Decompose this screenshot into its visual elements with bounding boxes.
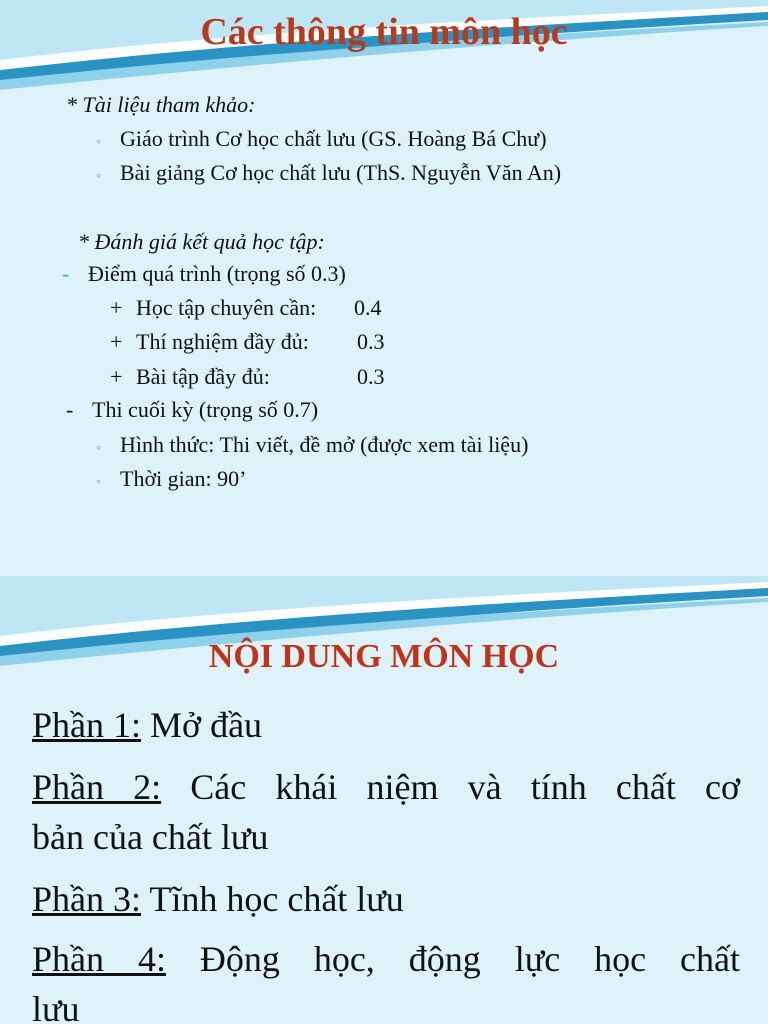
references-heading: * Tài liệu tham khảo:	[66, 92, 256, 117]
content-part: Phần 4: Động học, động lực học chất lưu	[32, 939, 740, 1024]
content-part: Phần 2: Các khái niệm và tính chất cơ bản của chất lưu	[32, 767, 740, 857]
process-subitem-value: 0.3	[357, 329, 385, 354]
part-label: Phần 3:	[32, 879, 142, 919]
content-part: Phần 1: Mở đầu	[32, 705, 263, 745]
part-label: Phần 1:	[32, 705, 142, 745]
plus-icon: +	[110, 295, 123, 320]
dash-icon: -	[62, 261, 70, 286]
bullet-icon: ◦	[96, 135, 101, 150]
final-exam-subitem: ◦ Hình thức: Thi viết, đề mở (được xem tài liệu)	[96, 432, 529, 457]
assessment-heading: * Đánh giá kết quả học tập:	[78, 229, 325, 254]
dash-icon: -	[66, 397, 74, 422]
bullet-icon: ◦	[96, 169, 101, 184]
reference-item: ◦ Bài giảng Cơ học chất lưu (ThS. Nguyễn Văn An)	[96, 160, 562, 185]
bullet-icon: ◦	[96, 441, 101, 456]
plus-icon: +	[110, 329, 123, 354]
reference-item: ◦ Giáo trình Cơ học chất lưu (GS. Hoàng Bá Chư)	[96, 126, 547, 151]
process-subitem: + Thí nghiệm đầy đủ:	[110, 329, 309, 354]
process-subitem: + Học tập chuyên cần:	[110, 295, 317, 320]
process-score-item: - Điểm quá trình (trọng số 0.3)	[62, 261, 346, 286]
slide-2	[0, 576, 768, 1024]
process-subitem: + Bài tập đầy đủ:	[110, 364, 270, 389]
plus-icon: +	[110, 364, 123, 389]
process-subitem-value: 0.4	[354, 295, 382, 320]
slide-title: Các thông tin môn học	[200, 11, 568, 53]
slide-separator	[0, 512, 768, 576]
process-subitem-value: 0.3	[357, 364, 385, 389]
bullet-icon: ◦	[96, 475, 101, 490]
part-label: Phần 4:	[32, 939, 166, 979]
final-exam-subitem: ◦ Thời gian: 90’	[96, 466, 247, 491]
content-part: Phần 3: Tĩnh học chất lưu	[32, 879, 404, 919]
final-exam-item: - Thi cuối kỳ (trọng số 0.7)	[66, 397, 319, 422]
part-label: Phần 2:	[32, 767, 162, 807]
slide-title: NỘI DUNG MÔN HỌC	[208, 638, 560, 675]
